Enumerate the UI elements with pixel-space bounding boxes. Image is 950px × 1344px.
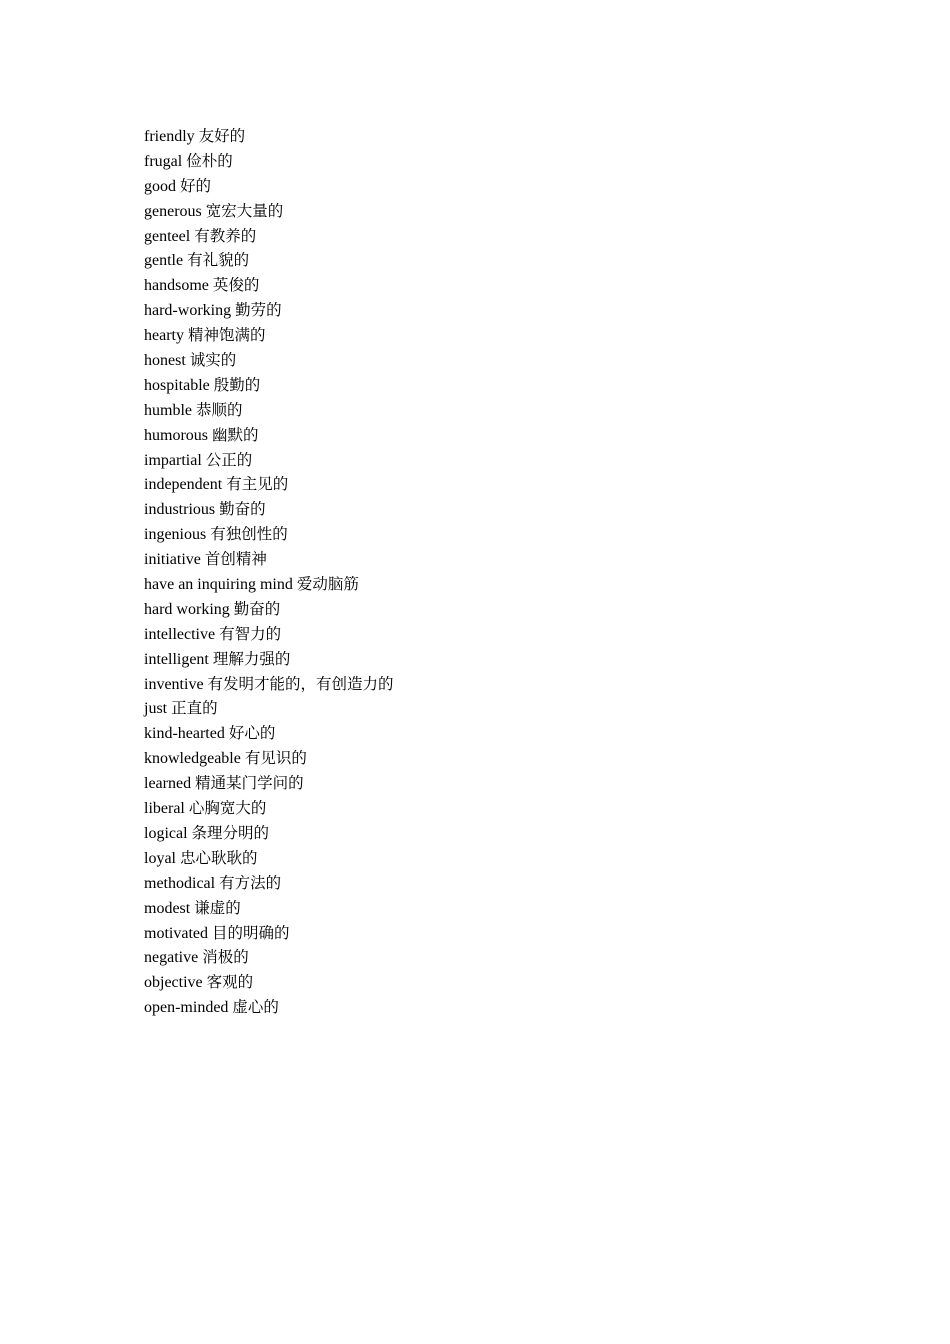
- chinese-translation: 幽默的: [212, 425, 259, 444]
- english-term: open-minded: [144, 999, 229, 1017]
- vocab-entry: [144, 149, 394, 174]
- chinese-translation: 俭朴的: [186, 151, 233, 170]
- vocab-entry: [144, 273, 394, 298]
- chinese-translation: 好的: [180, 176, 212, 195]
- english-term: modest: [144, 899, 191, 917]
- english-term: genteel: [144, 227, 191, 245]
- vocab-entry: [144, 547, 394, 572]
- english-term: knowledgeable: [144, 750, 241, 768]
- chinese-translation: 勤奋的: [233, 599, 281, 618]
- english-term: gentle: [144, 252, 184, 270]
- english-term: kind-hearted: [144, 725, 225, 743]
- vocab-entry: [144, 846, 394, 871]
- english-term: hearty: [144, 327, 184, 345]
- english-term: industrious: [144, 501, 216, 519]
- english-term: liberal: [144, 800, 185, 818]
- vocab-entry: [144, 448, 394, 473]
- vocab-entry: [144, 995, 394, 1020]
- english-term: hard working: [144, 600, 230, 618]
- chinese-translation: 好心的: [228, 724, 276, 743]
- english-term: hospitable: [144, 376, 210, 394]
- vocab-entry: [144, 124, 394, 149]
- vocab-entry: [144, 771, 394, 796]
- english-term: motivated: [144, 924, 208, 942]
- chinese-translation: 精通某门学问的: [195, 774, 304, 793]
- english-term: friendly: [144, 128, 195, 145]
- vocab-entry: [144, 472, 394, 497]
- vocab-entry: [144, 821, 394, 846]
- vocab-entry: [144, 224, 394, 249]
- chinese-translation: 理解力强的: [212, 649, 291, 668]
- english-term: intelligent: [144, 650, 209, 668]
- vocab-entry: [144, 921, 394, 946]
- vocab-entry: [144, 622, 394, 647]
- chinese-translation: 有见识的: [244, 749, 307, 768]
- english-term: ingenious: [144, 526, 207, 544]
- vocab-entry: [144, 597, 394, 622]
- english-term: logical: [144, 824, 188, 842]
- chinese-translation: 有发明才能的，有创造力的: [207, 674, 394, 693]
- vocab-entry: [144, 746, 394, 771]
- chinese-translation: 首创精神: [204, 550, 267, 569]
- vocab-entry: [144, 970, 394, 995]
- chinese-translation: 恭顺的: [196, 400, 243, 419]
- english-term: learned: [144, 775, 192, 793]
- vocab-entry: [144, 248, 394, 273]
- chinese-translation: 精神饱满的: [187, 326, 266, 345]
- chinese-translation: 诚实的: [189, 351, 237, 370]
- chinese-translation: 目的明确的: [211, 923, 290, 942]
- chinese-translation: 勤奋的: [219, 500, 266, 519]
- english-term: humorous: [144, 426, 208, 444]
- chinese-translation: 有礼貌的: [187, 251, 250, 270]
- vocab-entry: [144, 696, 394, 721]
- chinese-translation: 爱动脑筋: [296, 575, 359, 594]
- vocab-entry: [144, 497, 394, 522]
- english-term: negative: [144, 949, 199, 967]
- chinese-translation: 殷勤的: [213, 375, 261, 394]
- vocab-entry: [144, 647, 394, 672]
- english-term: handsome: [144, 277, 209, 295]
- chinese-translation: 谦虚的: [194, 898, 241, 917]
- chinese-translation: 公正的: [205, 450, 253, 469]
- english-term: intellective: [144, 625, 216, 643]
- chinese-translation: 条理分明的: [191, 823, 270, 842]
- chinese-translation: 有主见的: [226, 475, 289, 494]
- vocab-entry: [144, 298, 394, 323]
- vocab-entry: [144, 522, 394, 547]
- english-term: frugal: [144, 152, 183, 170]
- english-term: impartial: [144, 451, 202, 469]
- english-term: generous: [144, 202, 202, 220]
- english-term: humble: [144, 401, 192, 419]
- vocab-entry: [144, 423, 394, 448]
- chinese-translation: 英俊的: [212, 276, 260, 295]
- vocab-entry: [144, 323, 394, 348]
- english-term: inventive: [144, 675, 204, 693]
- english-term: honest: [144, 352, 186, 370]
- vocab-entry: [144, 672, 394, 697]
- chinese-translation: 消极的: [202, 948, 249, 967]
- vocabulary-list: [144, 124, 394, 1020]
- english-term: independent: [144, 476, 223, 494]
- vocab-entry: [144, 348, 394, 373]
- chinese-translation: 勤劳的: [235, 301, 282, 320]
- chinese-translation: 宽宏大量的: [205, 201, 284, 220]
- chinese-translation: 有独创性的: [210, 525, 288, 544]
- chinese-translation: 友好的: [198, 127, 246, 145]
- english-term: methodical: [144, 874, 216, 892]
- chinese-translation: 正直的: [171, 699, 218, 718]
- vocab-entry: [144, 398, 394, 423]
- chinese-translation: 客观的: [206, 973, 254, 992]
- chinese-translation: 心胸宽大的: [188, 799, 267, 818]
- vocab-entry: [144, 721, 394, 746]
- vocab-entry: [144, 945, 394, 970]
- chinese-translation: 忠心耿耿的: [180, 848, 258, 867]
- english-term: hard-working: [144, 302, 232, 320]
- chinese-translation: 虚心的: [232, 998, 279, 1017]
- chinese-translation: 有教养的: [194, 226, 257, 245]
- vocab-entry: [144, 871, 394, 896]
- english-term: initiative: [144, 551, 201, 569]
- english-term: objective: [144, 974, 203, 992]
- english-term: just: [144, 700, 168, 718]
- english-term: loyal: [144, 849, 176, 867]
- english-term: have an inquiring mind: [144, 576, 293, 594]
- english-term: good: [144, 177, 176, 195]
- vocab-entry: [144, 572, 394, 597]
- chinese-translation: 有智力的: [219, 624, 282, 643]
- vocab-entry: [144, 796, 394, 821]
- chinese-translation: 有方法的: [219, 873, 282, 892]
- vocab-entry: [144, 199, 394, 224]
- vocab-entry: [144, 896, 394, 921]
- vocab-entry: [144, 174, 394, 199]
- vocab-entry: [144, 373, 394, 398]
